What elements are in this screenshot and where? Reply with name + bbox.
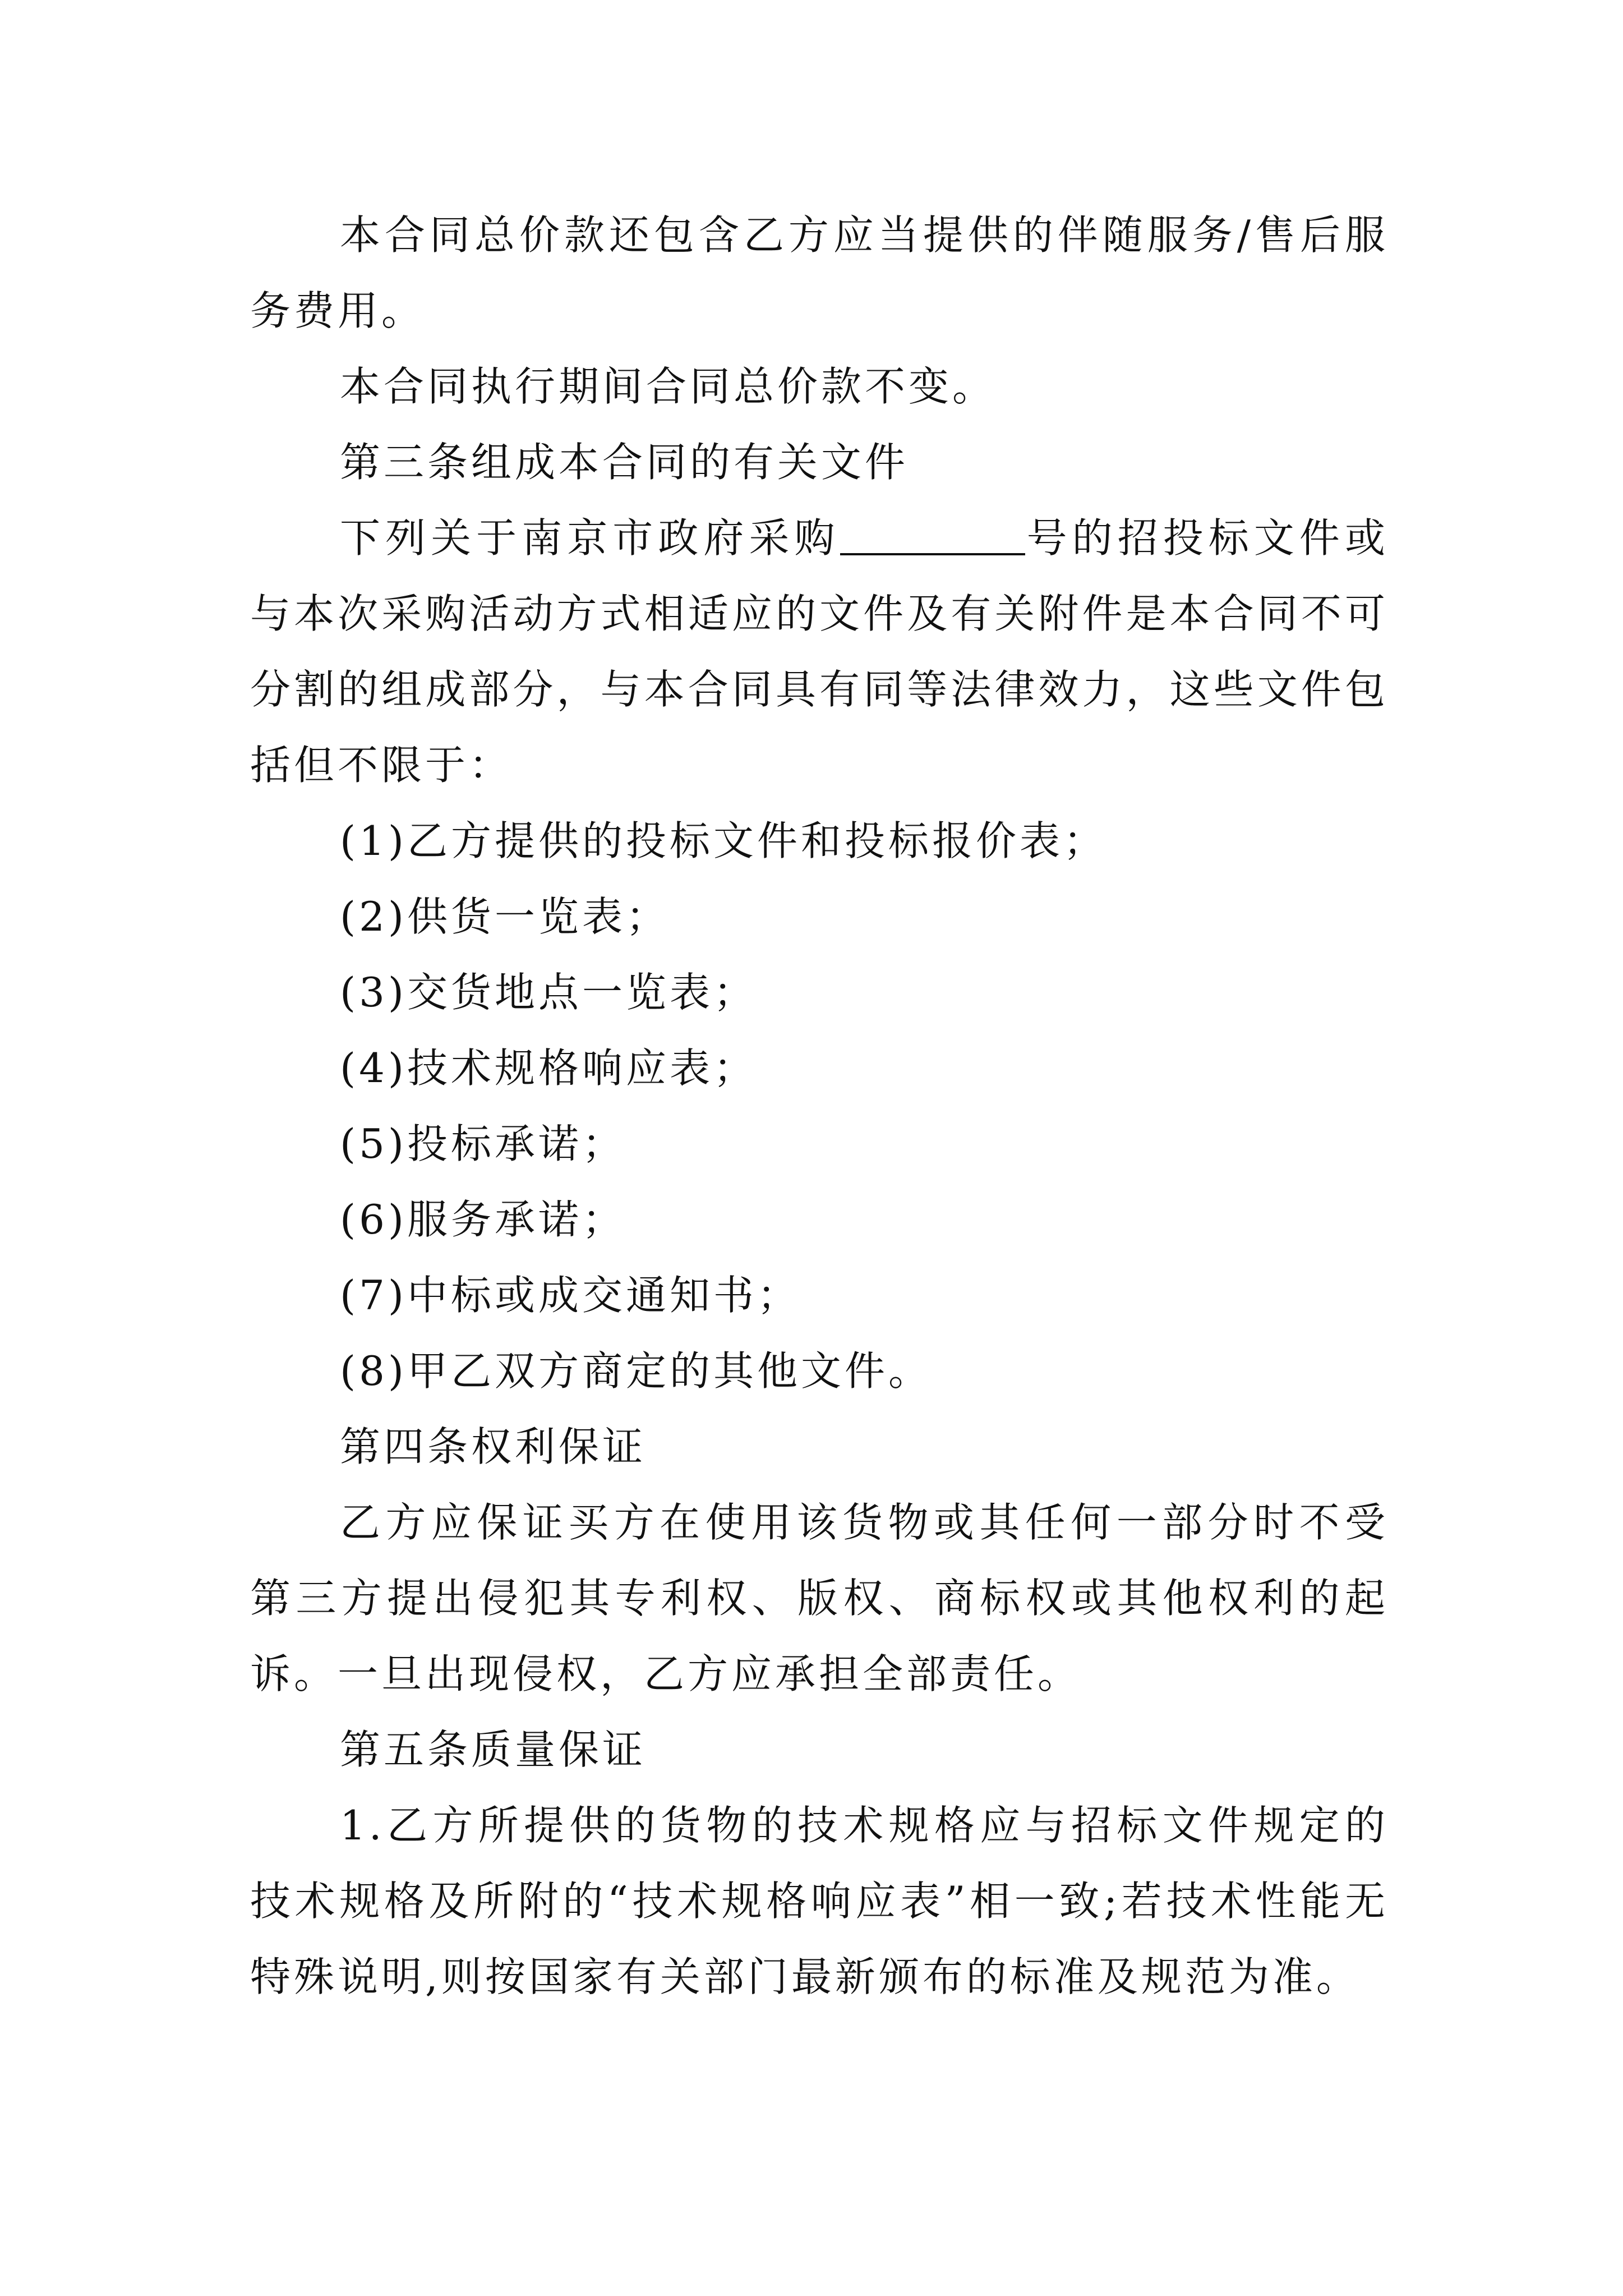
paragraph-quality-guarantee: 1.乙方所提供的货物的技术规格应与招标文件规定的技术规格及所附的“技术规格响应表”相一致;若技术性能无特殊说明,则按国家有关部门最新颁布的标准及规范为准。: [250, 1802, 1389, 2000]
paragraph-service-fee: 本合同总价款还包含乙方应当提供的伴随服务/售后服务费用。: [250, 211, 1389, 334]
heading-article-3: 第三条组成本合同的有关文件: [340, 439, 909, 486]
paragraph-related-documents: [250, 500, 1389, 803]
paragraph-rights-guarantee: 乙方应保证买方在使用该货物或其任何一部分时不受第三方提出侵犯其专利权、版权、商标权或其他权利的起诉。一旦出现侵权，乙方应承担全部责任。: [250, 1499, 1389, 1697]
list-item-8: (8)甲乙双方商定的其他文件。: [340, 1347, 932, 1395]
list-item-4: (4)技术规格响应表；: [340, 1045, 757, 1092]
heading-article-4: 第四条权利保证: [340, 1423, 647, 1470]
list-item-1: (1)乙方提供的投标文件和投标报价表；: [340, 817, 1107, 864]
related-documents-text-before: 下列关于南京市政府采购: [340, 514, 840, 562]
heading-article-5: 第五条质量保证: [340, 1726, 647, 1773]
related-documents-text-after: 号的招投标文件或与本次采购活动方式相适应的文件及有关附件是本合同不可分割的组成部分，与本合同具有同等法律效力，这些文件包括但不限于：: [250, 514, 1389, 789]
paragraph-price-unchanged: 本合同执行期间合同总价款不变。: [340, 363, 997, 410]
list-item-3: (3)交货地点一览表；: [340, 969, 757, 1016]
list-item-5: (5)投标承诺；: [340, 1120, 626, 1167]
list-item-7: (7)中标或成交通知书；: [340, 1272, 801, 1319]
list-item-6: (6)服务承诺；: [340, 1196, 626, 1243]
procurement-number-blank: [840, 513, 1025, 555]
list-item-2: (2)供货一览表；: [340, 893, 670, 940]
document-body: [250, 197, 1389, 2015]
